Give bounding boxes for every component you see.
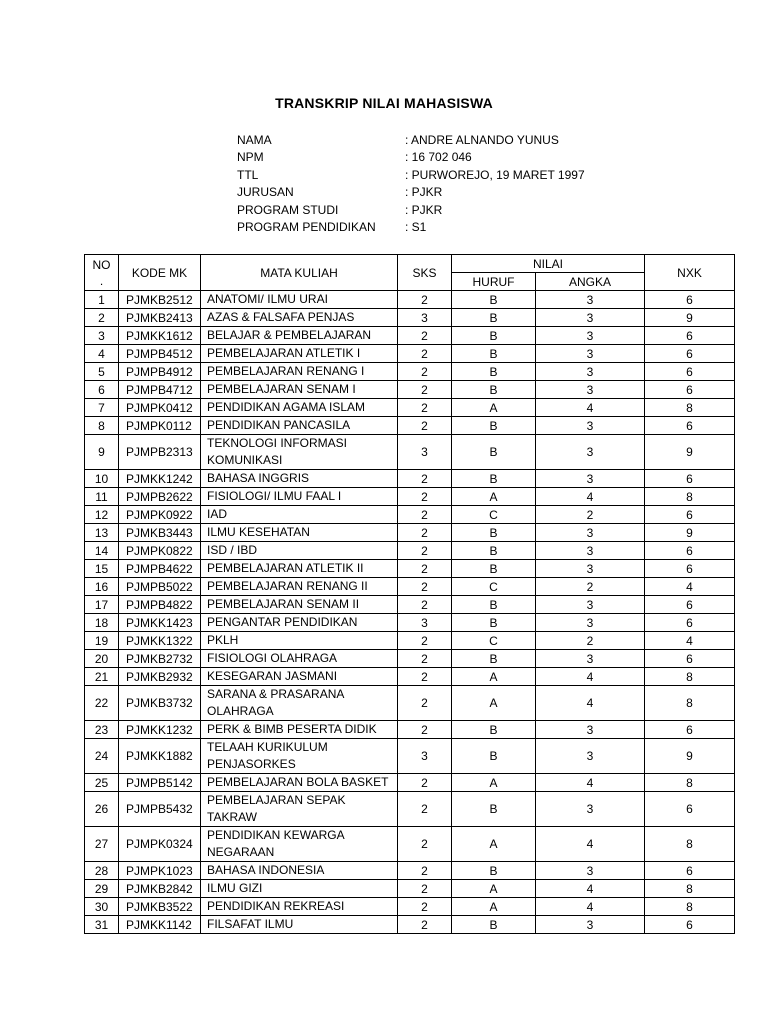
header-no-line1: NO (92, 257, 111, 272)
cell-kode-mk: PJMKK1242 (119, 470, 201, 488)
cell-mata-kuliah: ANATOMI/ ILMU URAI (201, 291, 398, 309)
cell-no: 6 (85, 381, 119, 399)
cell-no: 19 (85, 632, 119, 650)
cell-mata-kuliah: SARANA & PRASARANA OLAHRAGA (201, 686, 398, 721)
cell-sks: 2 (398, 721, 452, 739)
table-row (85, 470, 735, 488)
table-row (85, 862, 735, 880)
cell-sks: 3 (398, 739, 452, 774)
cell-nxk: 6 (645, 291, 735, 309)
cell-angka: 3 (536, 524, 645, 542)
cell-kode-mk: PJMPB5432 (119, 792, 201, 827)
table-row (85, 435, 735, 470)
cell-huruf: C (452, 506, 536, 524)
cell-kode-mk: PJMPB4622 (119, 560, 201, 578)
cell-nxk: 4 (645, 632, 735, 650)
table-row (85, 596, 735, 614)
cell-huruf: B (452, 363, 536, 381)
table-row (85, 880, 735, 898)
info-value: : PJKR (405, 202, 443, 217)
cell-mata-kuliah: PENDIDIKAN PANCASILA (201, 417, 398, 435)
table-row (85, 650, 735, 668)
cell-kode-mk: PJMPK0822 (119, 542, 201, 560)
cell-kode-mk: PJMKB2842 (119, 880, 201, 898)
table-row (85, 381, 735, 399)
table-row (85, 916, 735, 934)
cell-angka: 2 (536, 578, 645, 596)
cell-kode-mk: PJMPB4912 (119, 363, 201, 381)
cell-no: 9 (85, 435, 119, 470)
cell-huruf: B (452, 614, 536, 632)
cell-angka: 3 (536, 916, 645, 934)
cell-mata-kuliah: BELAJAR & PEMBELAJARAN (201, 327, 398, 345)
cell-kode-mk: PJMKK1882 (119, 739, 201, 774)
cell-mata-kuliah: PKLH (201, 632, 398, 650)
cell-kode-mk: PJMPB4712 (119, 381, 201, 399)
info-label: NAMA (237, 133, 272, 147)
cell-sks: 2 (398, 399, 452, 417)
cell-mata-kuliah: BAHASA INGGRIS (201, 470, 398, 488)
cell-no: 11 (85, 488, 119, 506)
cell-mata-kuliah: PEMBELAJARAN ATLETIK I (201, 345, 398, 363)
cell-sks: 2 (398, 470, 452, 488)
cell-no: 13 (85, 524, 119, 542)
cell-no: 16 (85, 578, 119, 596)
cell-sks: 2 (398, 916, 452, 934)
cell-sks: 2 (398, 578, 452, 596)
cell-angka: 3 (536, 862, 645, 880)
cell-mata-kuliah: ISD / IBD (201, 542, 398, 560)
cell-sks: 2 (398, 542, 452, 560)
table-row (85, 578, 735, 596)
cell-no: 21 (85, 668, 119, 686)
cell-mata-kuliah: TELAAH KURIKULUM PENJASORKES (201, 739, 398, 774)
cell-huruf: B (452, 596, 536, 614)
cell-nxk: 9 (645, 739, 735, 774)
table-row (85, 363, 735, 381)
info-row (237, 167, 585, 184)
cell-angka: 4 (536, 898, 645, 916)
cell-mata-kuliah: PENDIDIKAN KEWARGA NEGARAAN (201, 827, 398, 862)
header-mata-kuliah: MATA KULIAH (201, 255, 398, 291)
cell-sks: 2 (398, 827, 452, 862)
cell-nxk: 9 (645, 435, 735, 470)
cell-huruf: C (452, 632, 536, 650)
cell-nxk: 8 (645, 827, 735, 862)
cell-angka: 3 (536, 291, 645, 309)
cell-mata-kuliah: PEMBELAJARAN SENAM I (201, 381, 398, 399)
table-row (85, 309, 735, 327)
cell-kode-mk: PJMPK0112 (119, 417, 201, 435)
cell-kode-mk: PJMKK1423 (119, 614, 201, 632)
cell-nxk: 6 (645, 862, 735, 880)
info-label: PROGRAM PENDIDIKAN (237, 220, 376, 235)
info-row (237, 132, 585, 149)
cell-nxk: 6 (645, 417, 735, 435)
cell-angka: 3 (536, 614, 645, 632)
table-row (85, 668, 735, 686)
cell-sks: 2 (398, 632, 452, 650)
cell-nxk: 6 (645, 345, 735, 363)
cell-sks: 2 (398, 668, 452, 686)
cell-huruf: B (452, 721, 536, 739)
cell-huruf: B (452, 345, 536, 363)
cell-huruf: B (452, 560, 536, 578)
cell-nxk: 9 (645, 309, 735, 327)
cell-huruf: B (452, 650, 536, 668)
cell-mata-kuliah: PENGANTAR PENDIDIKAN (201, 614, 398, 632)
cell-no: 18 (85, 614, 119, 632)
cell-mata-kuliah: PERK & BIMB PESERTA DIDIK (201, 721, 398, 739)
cell-kode-mk: PJMKB2732 (119, 650, 201, 668)
cell-no: 3 (85, 327, 119, 345)
cell-huruf: B (452, 417, 536, 435)
cell-sks: 2 (398, 686, 452, 721)
cell-angka: 3 (536, 309, 645, 327)
cell-nxk: 6 (645, 596, 735, 614)
cell-kode-mk: PJMPB5022 (119, 578, 201, 596)
cell-mata-kuliah: PEMBELAJARAN SENAM II (201, 596, 398, 614)
cell-no: 4 (85, 345, 119, 363)
header-kode-mk: KODE MK (119, 255, 201, 291)
cell-huruf: A (452, 898, 536, 916)
cell-nxk: 6 (645, 381, 735, 399)
table-row (85, 686, 735, 721)
cell-mata-kuliah: PEMBELAJARAN RENANG II (201, 578, 398, 596)
cell-angka: 4 (536, 399, 645, 417)
info-label: TTL (237, 167, 259, 182)
cell-nxk: 6 (645, 792, 735, 827)
cell-no: 23 (85, 721, 119, 739)
table-row (85, 345, 735, 363)
info-row (237, 184, 585, 201)
grades-table (84, 254, 735, 934)
cell-no: 22 (85, 686, 119, 721)
cell-sks: 2 (398, 291, 452, 309)
cell-nxk: 4 (645, 578, 735, 596)
info-value: : 16 702 046 (405, 150, 472, 165)
cell-sks: 3 (398, 614, 452, 632)
cell-angka: 3 (536, 470, 645, 488)
page-title: TRANSKRIP NILAI MAHASISWA (275, 95, 493, 111)
table-row (85, 739, 735, 774)
info-label: NPM (237, 150, 264, 165)
cell-huruf: A (452, 399, 536, 417)
cell-huruf: A (452, 827, 536, 862)
cell-sks: 2 (398, 774, 452, 792)
cell-angka: 4 (536, 488, 645, 506)
cell-no: 20 (85, 650, 119, 668)
cell-nxk: 6 (645, 470, 735, 488)
cell-angka: 3 (536, 560, 645, 578)
cell-sks: 2 (398, 488, 452, 506)
cell-huruf: B (452, 916, 536, 934)
cell-no: 29 (85, 880, 119, 898)
cell-huruf: A (452, 668, 536, 686)
cell-no: 28 (85, 862, 119, 880)
table-row (85, 827, 735, 862)
cell-huruf: B (452, 739, 536, 774)
cell-no: 10 (85, 470, 119, 488)
cell-no: 7 (85, 399, 119, 417)
cell-sks: 2 (398, 862, 452, 880)
cell-nxk: 8 (645, 686, 735, 721)
cell-mata-kuliah: PEMBELAJARAN SEPAK TAKRAW (201, 792, 398, 827)
cell-sks: 2 (398, 345, 452, 363)
cell-angka: 3 (536, 739, 645, 774)
cell-kode-mk: PJMKK1612 (119, 327, 201, 345)
cell-sks: 2 (398, 506, 452, 524)
table-row (85, 399, 735, 417)
cell-nxk: 6 (645, 327, 735, 345)
cell-mata-kuliah: FISIOLOGI/ ILMU FAAL I (201, 488, 398, 506)
cell-mata-kuliah: ILMU KESEHATAN (201, 524, 398, 542)
cell-sks: 2 (398, 327, 452, 345)
header-nxk: NXK (645, 255, 735, 291)
table-row (85, 774, 735, 792)
cell-mata-kuliah: AZAS & FALSAFA PENJAS (201, 309, 398, 327)
cell-kode-mk: PJMKB3443 (119, 524, 201, 542)
cell-kode-mk: PJMKK1232 (119, 721, 201, 739)
cell-mata-kuliah: KESEGARAN JASMANI (201, 668, 398, 686)
cell-huruf: C (452, 578, 536, 596)
cell-nxk: 8 (645, 668, 735, 686)
cell-kode-mk: PJMKB2413 (119, 309, 201, 327)
cell-angka: 3 (536, 417, 645, 435)
cell-nxk: 6 (645, 560, 735, 578)
cell-mata-kuliah: PEMBELAJARAN ATLETIK II (201, 560, 398, 578)
cell-angka: 2 (536, 632, 645, 650)
cell-kode-mk: PJMPK0324 (119, 827, 201, 862)
cell-no: 2 (85, 309, 119, 327)
cell-sks: 2 (398, 524, 452, 542)
cell-angka: 4 (536, 668, 645, 686)
cell-kode-mk: PJMPB5142 (119, 774, 201, 792)
cell-nxk: 6 (645, 542, 735, 560)
cell-huruf: A (452, 488, 536, 506)
cell-huruf: B (452, 291, 536, 309)
cell-mata-kuliah: TEKNOLOGI INFORMASI KOMUNIKASI (201, 435, 398, 470)
cell-angka: 3 (536, 650, 645, 668)
cell-mata-kuliah: ILMU GIZI (201, 880, 398, 898)
cell-angka: 3 (536, 792, 645, 827)
cell-sks: 2 (398, 560, 452, 578)
info-row (237, 202, 585, 219)
cell-huruf: A (452, 880, 536, 898)
cell-no: 31 (85, 916, 119, 934)
cell-kode-mk: PJMPB4512 (119, 345, 201, 363)
cell-huruf: B (452, 435, 536, 470)
cell-kode-mk: PJMPK1023 (119, 862, 201, 880)
cell-sks: 2 (398, 596, 452, 614)
cell-nxk: 6 (645, 506, 735, 524)
table-row (85, 417, 735, 435)
table-row (85, 721, 735, 739)
cell-sks: 2 (398, 792, 452, 827)
cell-sks: 2 (398, 381, 452, 399)
header-no-line2: . (99, 273, 104, 288)
table-row (85, 506, 735, 524)
header-no (85, 255, 119, 291)
cell-nxk: 8 (645, 774, 735, 792)
cell-angka: 4 (536, 774, 645, 792)
cell-huruf: B (452, 792, 536, 827)
cell-mata-kuliah: FILSAFAT ILMU (201, 916, 398, 934)
cell-angka: 3 (536, 596, 645, 614)
cell-nxk: 9 (645, 524, 735, 542)
cell-nxk: 6 (645, 721, 735, 739)
cell-huruf: B (452, 542, 536, 560)
table-row (85, 524, 735, 542)
cell-sks: 2 (398, 417, 452, 435)
cell-angka: 3 (536, 435, 645, 470)
table-row (85, 792, 735, 827)
cell-mata-kuliah: PENDIDIKAN REKREASI (201, 898, 398, 916)
table-row (85, 614, 735, 632)
cell-sks: 3 (398, 435, 452, 470)
table-row (85, 291, 735, 309)
cell-no: 8 (85, 417, 119, 435)
cell-no: 26 (85, 792, 119, 827)
cell-kode-mk: PJMPB4822 (119, 596, 201, 614)
cell-angka: 3 (536, 345, 645, 363)
cell-angka: 3 (536, 721, 645, 739)
cell-kode-mk: PJMPK0412 (119, 399, 201, 417)
cell-mata-kuliah: FISIOLOGI OLAHRAGA (201, 650, 398, 668)
table-row (85, 560, 735, 578)
cell-nxk: 6 (645, 916, 735, 934)
cell-kode-mk: PJMKB3522 (119, 898, 201, 916)
table-row (85, 488, 735, 506)
cell-kode-mk: PJMKK1322 (119, 632, 201, 650)
cell-no: 1 (85, 291, 119, 309)
cell-no: 30 (85, 898, 119, 916)
cell-no: 12 (85, 506, 119, 524)
info-label: PROGRAM STUDI (237, 202, 339, 217)
cell-huruf: B (452, 470, 536, 488)
header-sks: SKS (398, 255, 452, 291)
cell-nxk: 8 (645, 898, 735, 916)
cell-angka: 3 (536, 363, 645, 381)
cell-angka: 4 (536, 880, 645, 898)
cell-mata-kuliah: PENDIDIKAN AGAMA ISLAM (201, 399, 398, 417)
table-row (85, 898, 735, 916)
cell-kode-mk: PJMKB2932 (119, 668, 201, 686)
cell-no: 24 (85, 739, 119, 774)
cell-huruf: B (452, 309, 536, 327)
cell-kode-mk: PJMKB2512 (119, 291, 201, 309)
cell-sks: 3 (398, 309, 452, 327)
cell-huruf: A (452, 774, 536, 792)
cell-nxk: 8 (645, 399, 735, 417)
cell-nxk: 6 (645, 363, 735, 381)
cell-sks: 2 (398, 898, 452, 916)
cell-sks: 2 (398, 650, 452, 668)
cell-kode-mk: PJMKK1142 (119, 916, 201, 934)
cell-no: 5 (85, 363, 119, 381)
cell-no: 17 (85, 596, 119, 614)
cell-huruf: B (452, 862, 536, 880)
cell-huruf: A (452, 686, 536, 721)
info-value: : S1 (405, 220, 427, 235)
table-row (85, 327, 735, 345)
table-row (85, 632, 735, 650)
cell-no: 14 (85, 542, 119, 560)
cell-huruf: B (452, 327, 536, 345)
info-label: JURUSAN (237, 185, 294, 200)
cell-kode-mk: PJMPB2622 (119, 488, 201, 506)
cell-angka: 3 (536, 381, 645, 399)
info-row (237, 149, 585, 166)
cell-kode-mk: PJMKB3732 (119, 686, 201, 721)
cell-angka: 3 (536, 327, 645, 345)
header-angka: ANGKA (536, 273, 645, 291)
cell-angka: 2 (536, 506, 645, 524)
cell-nxk: 8 (645, 488, 735, 506)
table-row (85, 542, 735, 560)
cell-huruf: B (452, 381, 536, 399)
cell-huruf: B (452, 524, 536, 542)
cell-kode-mk: PJMPB2313 (119, 435, 201, 470)
header-huruf: HURUF (452, 273, 536, 291)
cell-mata-kuliah: PEMBELAJARAN BOLA BASKET (201, 774, 398, 792)
cell-mata-kuliah: BAHASA INDONESIA (201, 862, 398, 880)
cell-mata-kuliah: PEMBELAJARAN RENANG I (201, 363, 398, 381)
student-info (237, 132, 585, 236)
cell-sks: 2 (398, 363, 452, 381)
cell-angka: 4 (536, 827, 645, 862)
cell-no: 25 (85, 774, 119, 792)
cell-no: 27 (85, 827, 119, 862)
header-nilai: NILAI (452, 255, 645, 273)
cell-kode-mk: PJMPK0922 (119, 506, 201, 524)
cell-nxk: 6 (645, 650, 735, 668)
cell-angka: 3 (536, 542, 645, 560)
cell-angka: 4 (536, 686, 645, 721)
cell-no: 15 (85, 560, 119, 578)
info-value: : ANDRE ALNANDO YUNUS (405, 133, 559, 147)
info-row (237, 219, 585, 236)
cell-nxk: 6 (645, 614, 735, 632)
cell-nxk: 8 (645, 880, 735, 898)
info-value: : PJKR (405, 185, 443, 200)
cell-mata-kuliah: IAD (201, 506, 398, 524)
info-value: : PURWOREJO, 19 MARET 1997 (405, 167, 585, 182)
cell-sks: 2 (398, 880, 452, 898)
